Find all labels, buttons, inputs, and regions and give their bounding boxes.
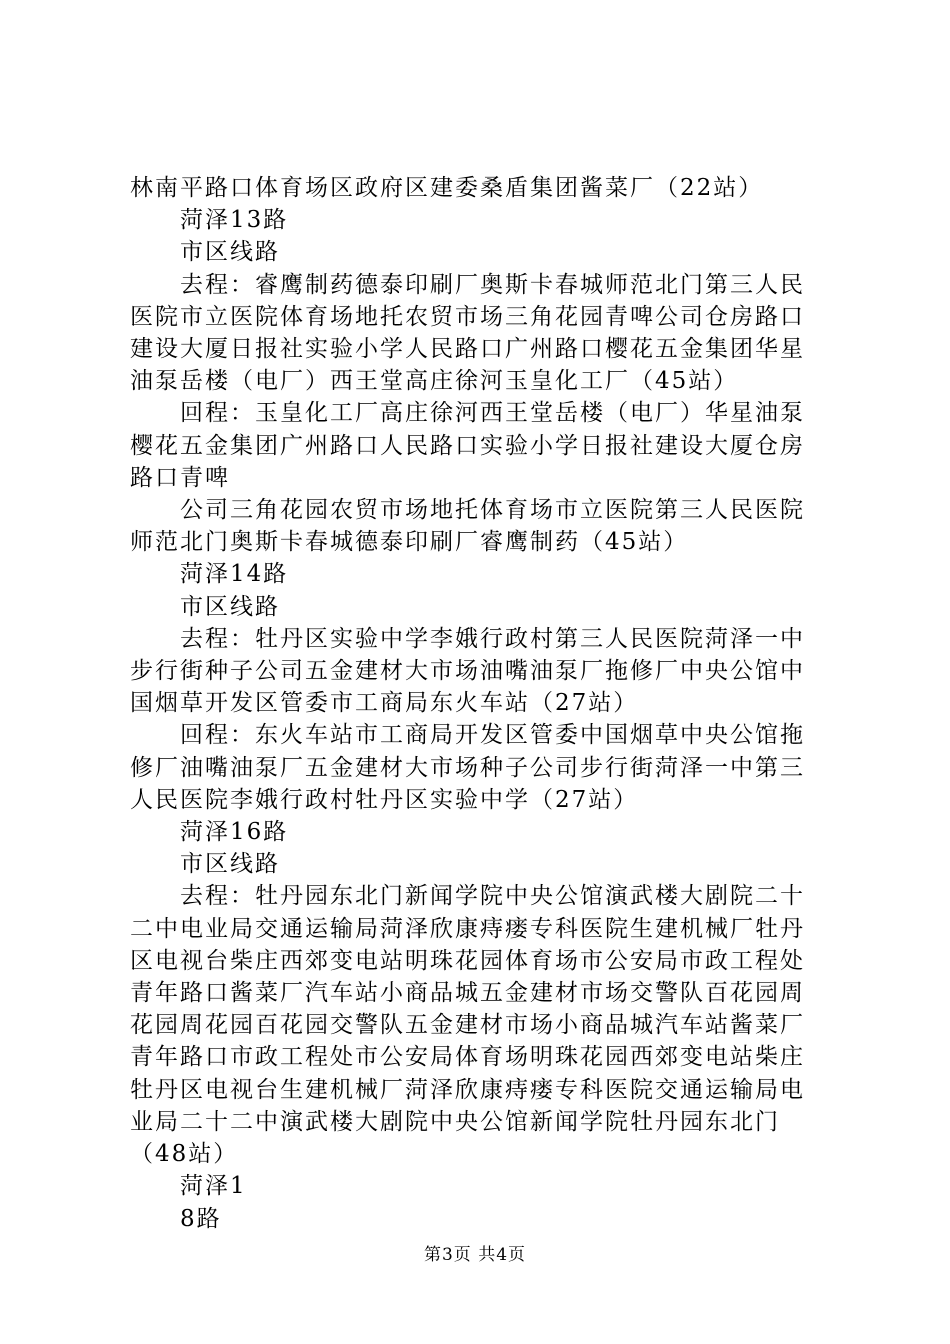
text-line: 8路 xyxy=(180,1205,222,1232)
text-line: 公司三角花园农贸市场地托体育场市立医院第三人民医院 xyxy=(180,497,805,524)
document-body xyxy=(130,172,830,1235)
text-line: 修厂油嘴油泵厂五金建材大市场种子公司步行街菏泽一中第三 xyxy=(130,754,805,781)
text-line: 市区线路 xyxy=(180,851,280,878)
text-line: 青年路口市政工程处市公安局体育场明珠花园西郊变电站柴庄 xyxy=(130,1044,805,1071)
text-line: 去程：牡丹园东北门新闻学院中央公馆演武楼大剧院二十 xyxy=(180,883,805,910)
text-line: 菏泽14路 xyxy=(180,561,289,588)
text-line: 二中电业局交通运输局菏泽欣康痔瘘专科医院生建机械厂牡丹 xyxy=(130,915,805,942)
text-line: 回程：玉皇化工厂高庄徐河西王堂岳楼（电厂）华星油泵 xyxy=(180,400,805,427)
text-line: 菏泽13路 xyxy=(180,207,289,234)
text-line: 市区线路 xyxy=(180,239,280,266)
text-line: （48站） xyxy=(130,1141,239,1168)
text-line: 区电视台柴庄西郊变电站明珠花园体育场市公安局市政工程处 xyxy=(130,947,805,974)
page-footer: 第3页 共4页 xyxy=(423,1245,527,1265)
text-line: 人民医院李娥行政村牡丹区实验中学（27站） xyxy=(130,786,639,813)
text-line: 去程：牡丹区实验中学李娥行政村第三人民医院菏泽一中 xyxy=(180,625,805,652)
text-line: 师范北门奥斯卡春城德泰印刷厂睿鹰制药（45站） xyxy=(130,529,689,556)
text-line: 林南平路口体育场区政府区建委桑盾集团酱菜厂（22站） xyxy=(130,175,764,201)
text-line: 路口青啤 xyxy=(130,464,230,491)
text-line: 回程：东火车站市工商局开发区管委中国烟草中央公馆拖 xyxy=(180,722,805,749)
text-line: 建设大厦日报社实验小学人民路口广州路口樱花五金集团华星 xyxy=(130,336,805,363)
text-line: 青年路口酱菜厂汽车站小商品城五金建材市场交警队百花园周 xyxy=(130,980,805,1007)
text-line: 牡丹区电视台生建机械厂菏泽欣康痔瘘专科医院交通运输局电 xyxy=(130,1076,805,1103)
text-line: 樱花五金集团广州路口人民路口实验小学日报社建设大厦仓房 xyxy=(130,432,805,459)
text-line: 去程：睿鹰制药德泰印刷厂奥斯卡春城师范北门第三人民 xyxy=(180,271,805,298)
text-line: 花园周花园百花园交警队五金建材市场小商品城汽车站酱菜厂 xyxy=(130,1012,805,1039)
text-line: 油泵岳楼（电厂）西王堂高庄徐河玉皇化工厂（45站） xyxy=(130,368,739,395)
text-line: 菏泽1 xyxy=(180,1173,247,1200)
text-line: 菏泽16路 xyxy=(180,819,289,846)
text-line: 医院市立医院体育场地托农贸市场三角花园青啤公司仓房路口 xyxy=(130,303,805,330)
text-line: 步行街种子公司五金建材大市场油嘴油泵厂拖修厂中央公馆中 xyxy=(130,658,805,685)
text-line: 市区线路 xyxy=(180,593,280,620)
text-line: 业局二十二中演武楼大剧院中央公馆新闻学院牡丹园东北门 xyxy=(130,1108,780,1135)
text-line: 国烟草开发区管委市工商局东火车站（27站） xyxy=(130,690,639,717)
